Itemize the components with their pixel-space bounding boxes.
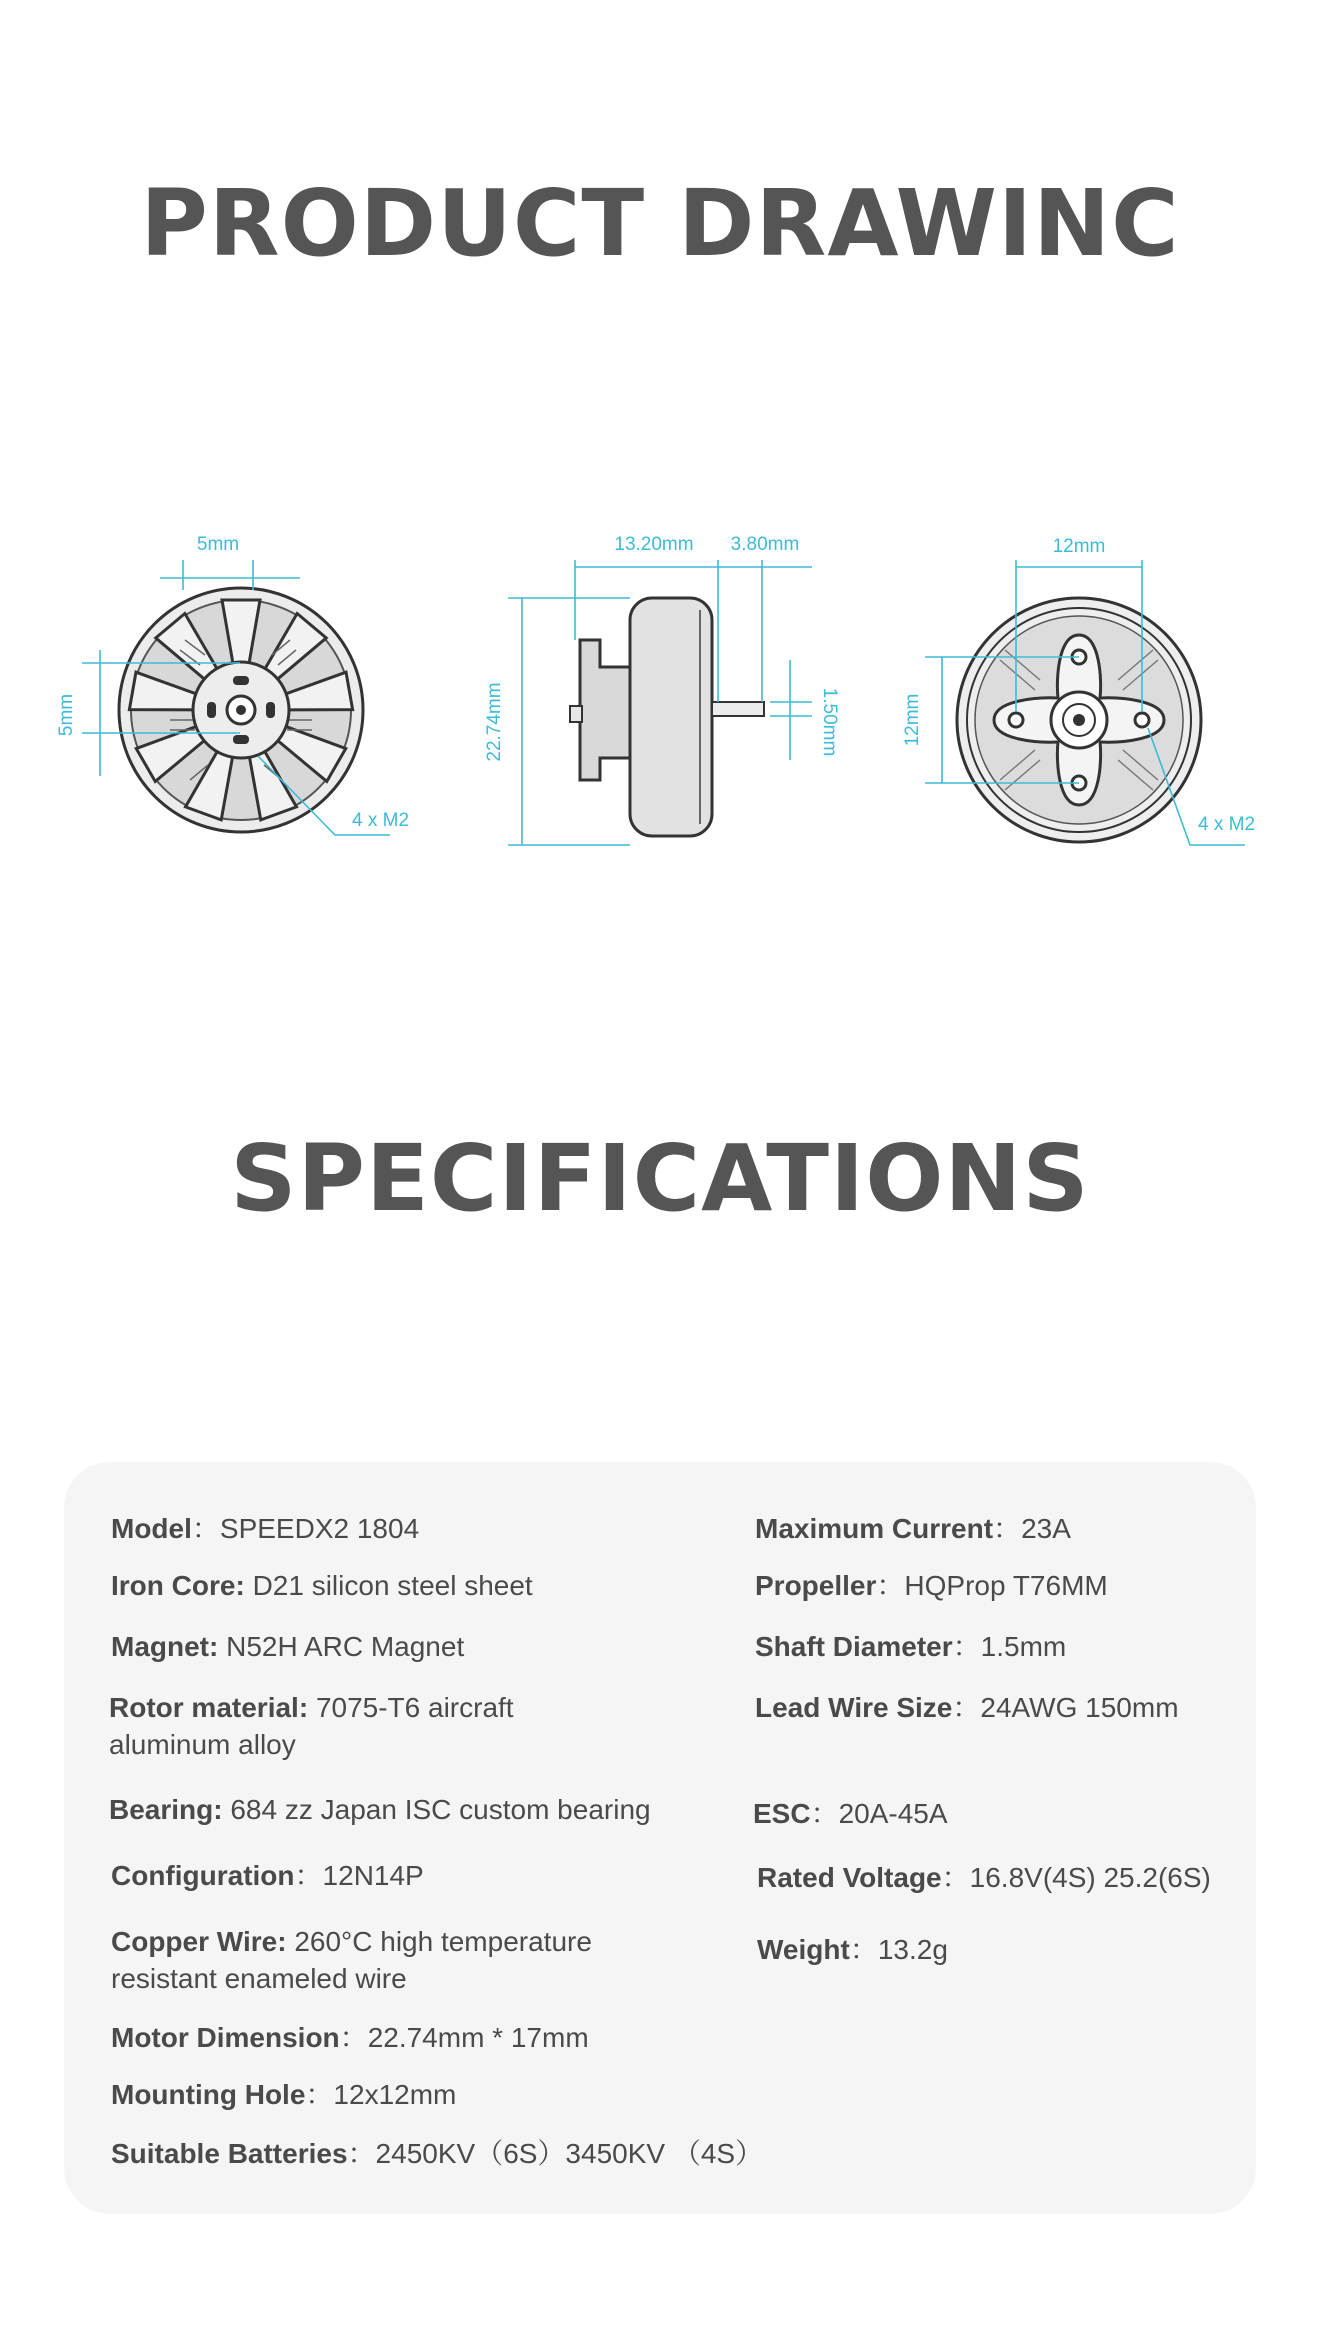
spec-mounting-hole: Mounting Hole：12x12mm [111, 2079, 457, 2110]
spec-configuration: Configuration：12N14P [111, 1860, 424, 1891]
specifications-title: SPECIFICATIONS [230, 1125, 1090, 1232]
front-width-label: 5mm [196, 534, 240, 555]
side-rotor-label: 13.20mm [614, 534, 694, 555]
spec-suitable-batteries: Suitable Batteries：2450KV（6S）3450KV （4S） [111, 2138, 764, 2169]
spec-copper-wire: Copper Wire: 260°C high temperature resistant enameled wire [111, 1926, 592, 1994]
bottom-height-label: 12mm [902, 693, 923, 747]
spec-shaft-diameter: Shaft Diameter：1.5mm [755, 1631, 1067, 1662]
side-shaft-diameter-label: 1.50mm [819, 687, 840, 757]
spec-bearing: Bearing: 684 zz Japan ISC custom bearing [109, 1794, 651, 1825]
spec-motor-dimension: Motor Dimension：22.74mm * 17mm [111, 2022, 589, 2053]
spec-weight: Weight：13.2g [757, 1934, 948, 1965]
front-height-label: 5mm [56, 693, 77, 737]
front-view-drawing [119, 588, 363, 832]
spec-esc: ESC：20A-45A [753, 1798, 948, 1829]
spec-maximum-current: Maximum Current：23A [755, 1513, 1071, 1544]
spec-rated-voltage: Rated Voltage：16.8V(4S) 25.2(6S) [757, 1862, 1211, 1893]
product-drawing-title: PRODUCT DRAWINC [140, 170, 1180, 277]
side-view-drawing [570, 598, 764, 836]
product-drawing [0, 500, 1320, 900]
spec-model: Model：SPEEDX2 1804 [111, 1513, 420, 1544]
bottom-view-drawing [957, 598, 1201, 842]
side-height-label: 22.74mm [484, 682, 505, 762]
spec-iron-core: Iron Core: D21 silicon steel sheet [111, 1570, 533, 1601]
spec-propeller: Propeller：HQProp T76MM [755, 1570, 1108, 1601]
bottom-holes-label: 4 x M2 [1198, 814, 1256, 835]
side-shaft-length-label: 3.80mm [730, 534, 800, 555]
bottom-width-label: 12mm [1052, 536, 1106, 557]
spec-magnet: Magnet: N52H ARC Magnet [111, 1631, 465, 1662]
spec-lead-wire-size: Lead Wire Size：24AWG 150mm [755, 1692, 1179, 1723]
spec-rotor-material: Rotor material: 7075-T6 aircraft aluminum alloy [109, 1692, 514, 1760]
front-holes-label: 4 x M2 [352, 810, 410, 831]
